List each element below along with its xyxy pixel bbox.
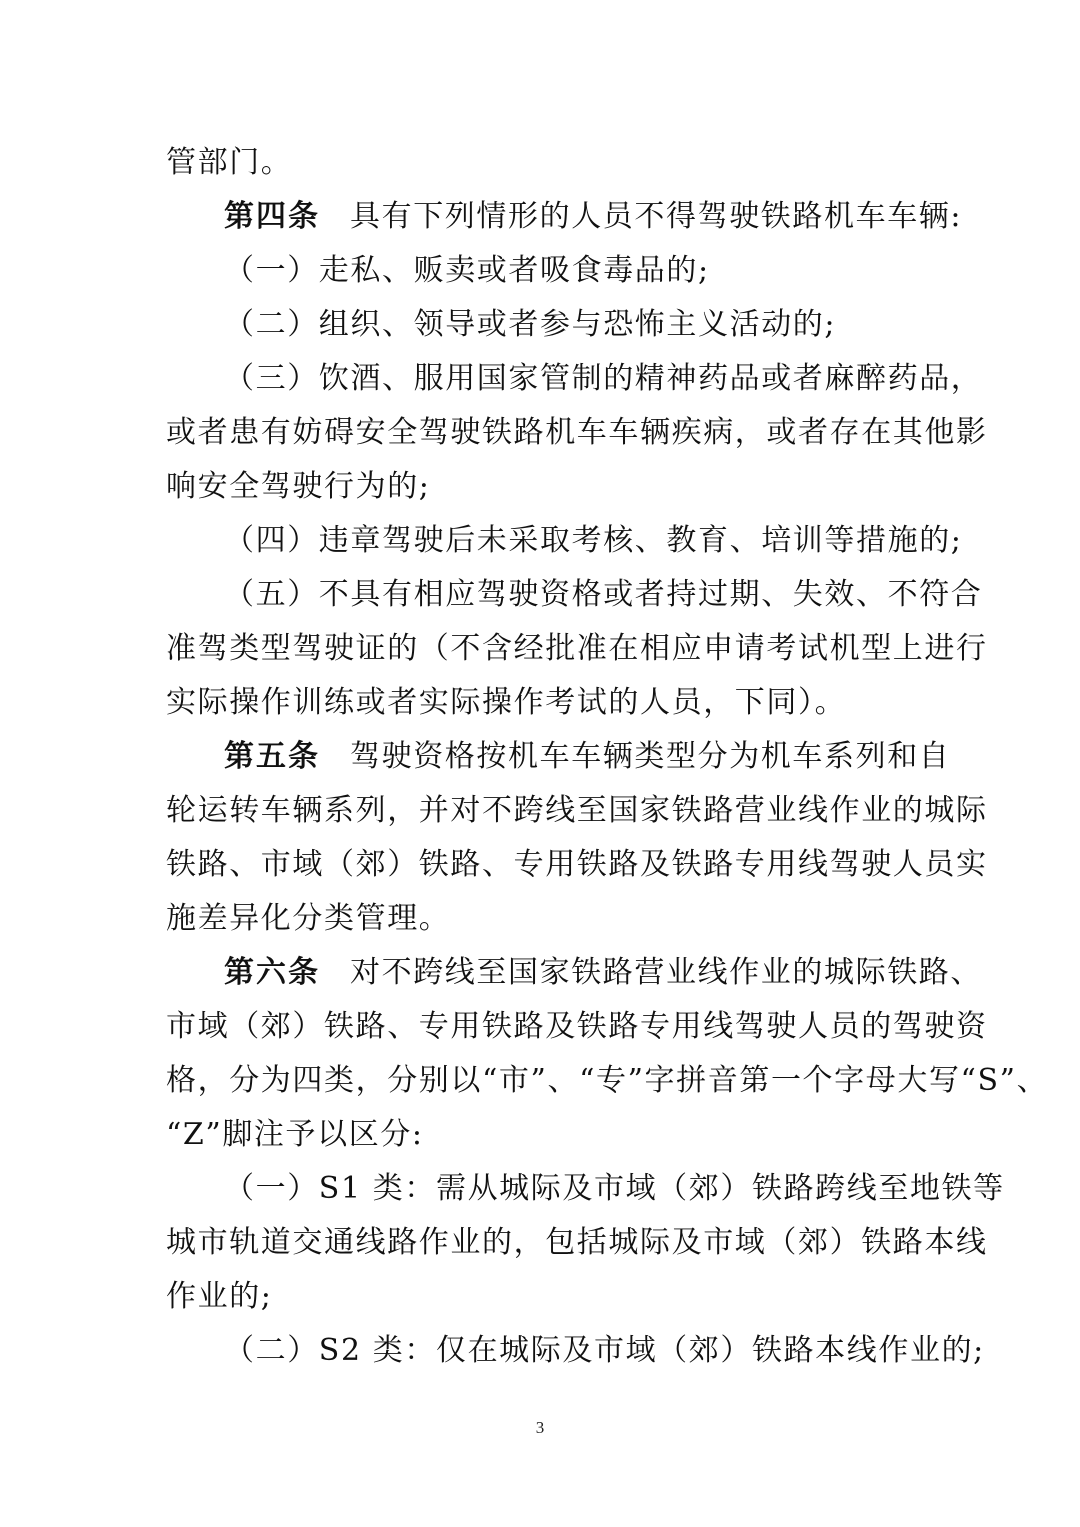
line-text: （三）饮酒、服用国家管制的精神药品或者麻醉药品，: [224, 361, 983, 396]
line-text: 作业的;: [166, 1279, 273, 1314]
line-text: 市域（郊）铁路、专用铁路及铁路专用线驾驶人员的驾驶资: [166, 1009, 988, 1044]
text-line: [166, 460, 926, 514]
body-text: [166, 136, 1049, 1378]
line-text: “Z”脚注予以区分:: [166, 1117, 424, 1152]
line-text: 铁路、市域（郊）铁路、专用铁路及铁路专用线驾驶人员实: [166, 847, 988, 882]
line-text: （二）S2 类：仅在城际及市域（郊）铁路本线作业的;: [224, 1333, 985, 1368]
line-text: 具有下列情形的人员不得驾驶铁路机车车辆:: [350, 199, 963, 234]
text-line: [166, 1054, 1049, 1108]
article-number: 第六条: [224, 955, 320, 990]
text-line: [166, 1270, 926, 1324]
line-text: 驾驶资格按机车车辆类型分为机车系列和自: [350, 739, 951, 774]
line-text: （四）违章驾驶后未采取考核、教育、培训等措施的;: [224, 523, 963, 558]
line-text: （一）走私、贩卖或者吸食毒品的;: [224, 253, 710, 288]
list-item: [166, 1162, 1005, 1216]
article-number: 第四条: [224, 199, 320, 234]
text-line: [166, 136, 926, 190]
line-text: 或者患有妨碍安全驾驶铁路机车车辆疾病，或者存在其他影: [166, 415, 988, 450]
article-6-heading: [166, 946, 982, 1000]
line-text: （一）S1 类：需从城际及市域（郊）铁路跨线至地铁等: [224, 1171, 1005, 1206]
list-item: [166, 298, 926, 352]
line-text: （五）不具有相应驾驶资格或者持过期、失效、不符合: [224, 577, 983, 612]
line-text: 管部门。: [166, 145, 293, 180]
line-text: 实际操作训练或者实际操作考试的人员，下同）。: [166, 685, 847, 720]
list-item: [166, 352, 983, 406]
article-5-heading: [166, 730, 951, 784]
article-number: 第五条: [224, 739, 320, 774]
line-text: 准驾类型驾驶证的（不含经批准在相应申请考试机型上进行: [166, 631, 988, 666]
text-line: [166, 1108, 926, 1162]
text-line: [166, 1216, 988, 1270]
text-line: [166, 676, 926, 730]
list-item: [166, 244, 926, 298]
line-text: 城市轨道交通线路作业的，包括城际及市域（郊）铁路本线: [166, 1225, 988, 1260]
text-line: [166, 838, 988, 892]
line-text: 轮运转车辆系列，并对不跨线至国家铁路营业线作业的城际: [166, 793, 988, 828]
list-item: [166, 568, 983, 622]
page-number: 3: [535, 1418, 545, 1437]
line-text: 格，分为四类，分别以“市”、“专”字拼音第一个字母大写“S”、: [166, 1063, 1049, 1098]
text-line: [166, 784, 988, 838]
text-line: [166, 892, 926, 946]
list-item: [166, 1324, 985, 1378]
text-line: [166, 1000, 988, 1054]
line-text: 施差异化分类管理。: [166, 901, 451, 936]
line-text: 响安全驾驶行为的;: [166, 469, 431, 504]
article-4-heading: [166, 190, 963, 244]
text-line: [166, 622, 988, 676]
list-item: [166, 514, 963, 568]
line-text: （二）组织、领导或者参与恐怖主义活动的;: [224, 307, 837, 342]
line-text: 对不跨线至国家铁路营业线作业的城际铁路、: [350, 955, 982, 990]
text-line: [166, 406, 988, 460]
